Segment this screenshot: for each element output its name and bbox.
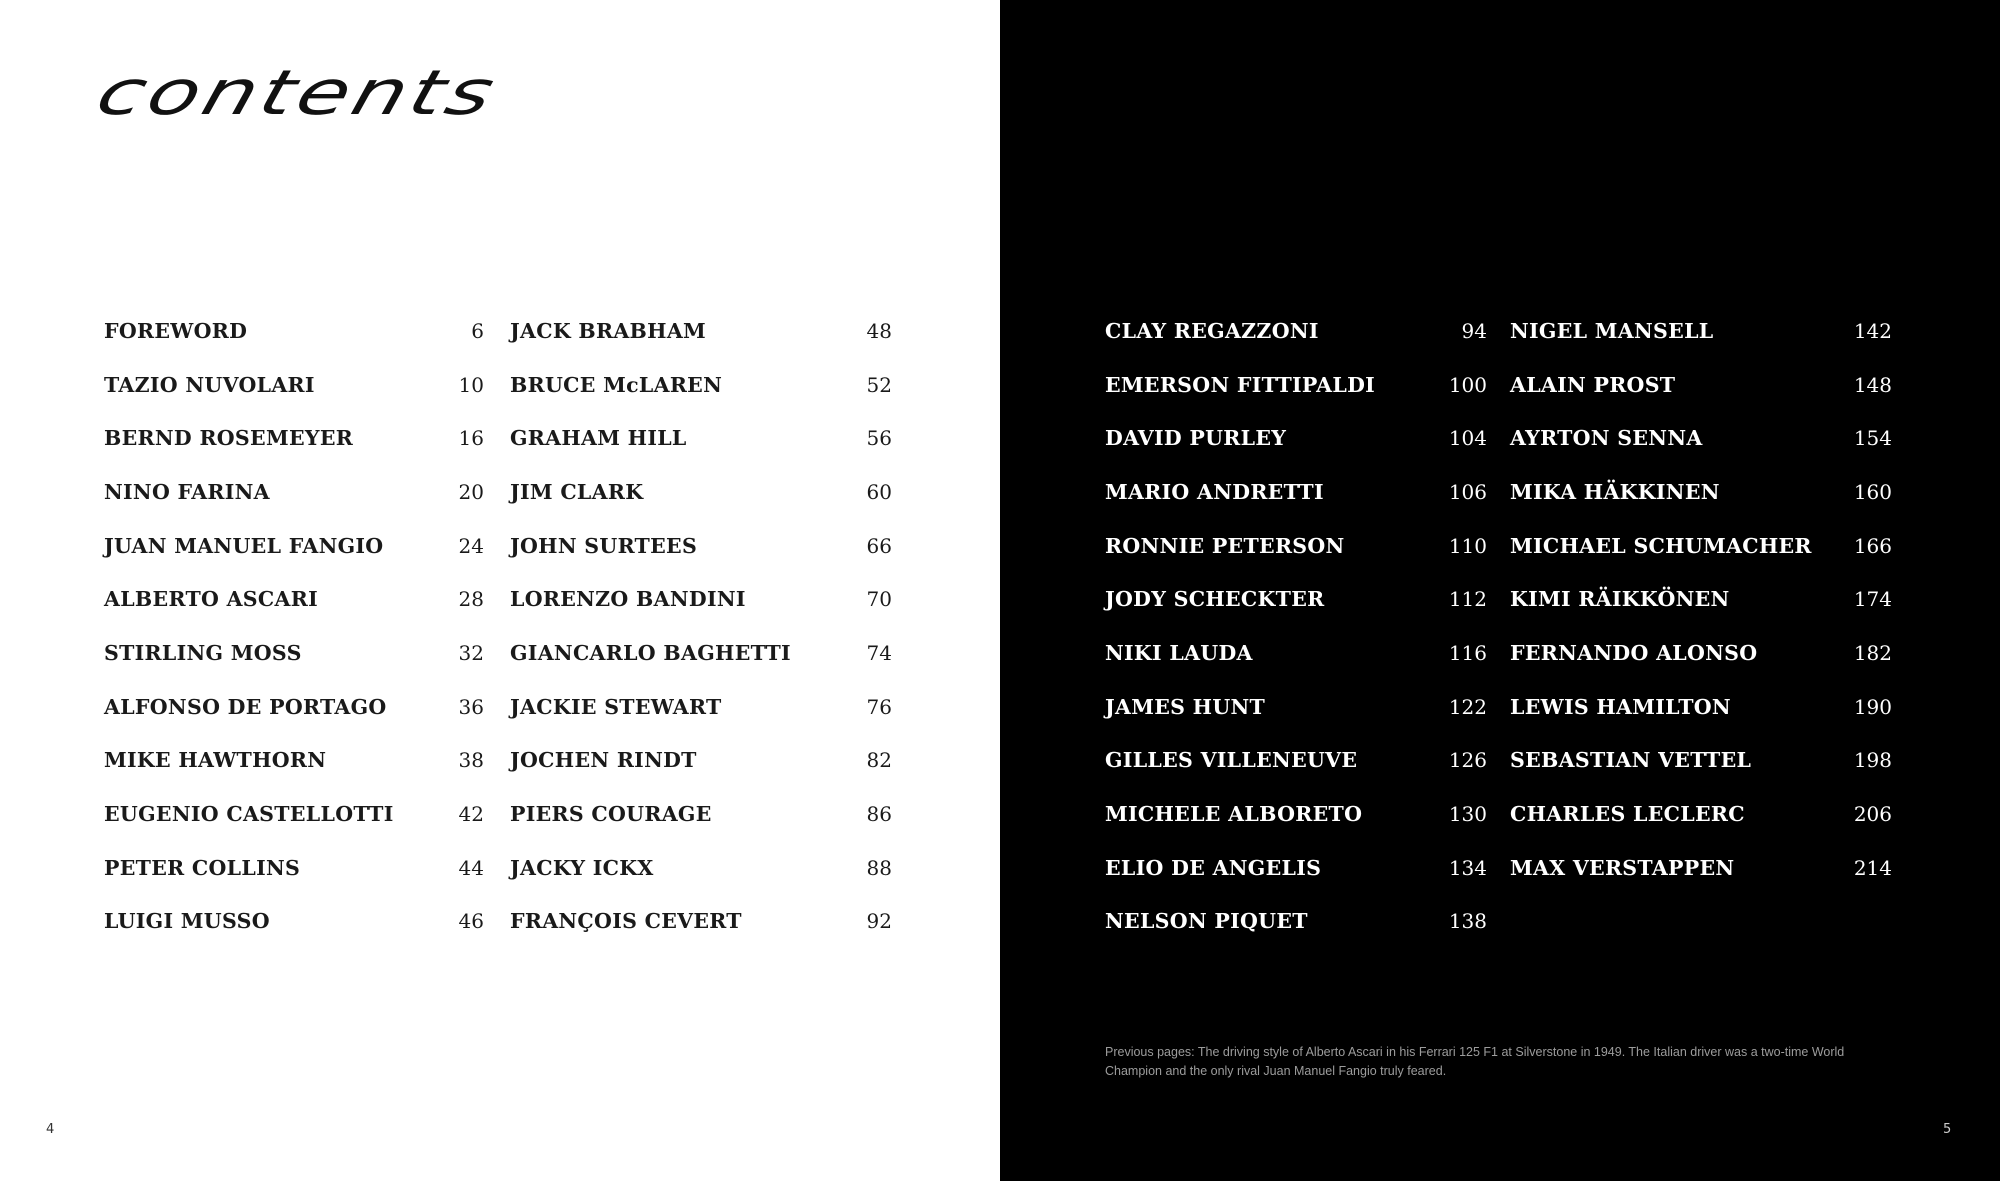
entry-name: ALAIN PROST <box>1510 372 1676 397</box>
entry-page-number: 82 <box>866 748 892 773</box>
entry-page-number: 110 <box>1448 533 1487 558</box>
contents-entry <box>104 680 484 734</box>
entry-page-number: 134 <box>1448 855 1487 880</box>
entry-page-number: 206 <box>1853 802 1892 827</box>
entry-name: BERND ROSEMEYER <box>104 426 354 451</box>
contents-entry <box>104 358 484 412</box>
entry-page-number: 76 <box>866 694 892 719</box>
entry-page-number: 88 <box>866 855 892 880</box>
entry-name: STIRLING MOSS <box>104 640 302 665</box>
entry-page-number: 52 <box>866 372 892 397</box>
entry-name: MARIO ANDRETTI <box>1105 479 1324 504</box>
entry-page-number: 160 <box>1853 479 1892 504</box>
entry-page-number: 32 <box>458 640 484 665</box>
contents-entry <box>510 680 892 734</box>
entry-name: LUIGI MUSSO <box>104 909 270 934</box>
entry-name: ALFONSO DE PORTAGO <box>104 694 387 719</box>
contents-entry <box>1510 841 1892 895</box>
page-number-left: 4 <box>46 1122 55 1137</box>
entry-name: NINO FARINA <box>104 479 270 504</box>
entry-page-number: 130 <box>1448 802 1487 827</box>
entry-page-number: 48 <box>866 318 892 343</box>
entry-page-number: 66 <box>866 533 892 558</box>
entry-page-number: 38 <box>458 748 484 773</box>
contents-entry <box>1105 841 1487 895</box>
entry-name: NIGEL MANSELL <box>1510 318 1714 343</box>
contents-entry <box>510 734 892 788</box>
entry-name: CHARLES LECLERC <box>1510 802 1745 827</box>
entry-page-number: 24 <box>458 533 484 558</box>
contents-entry <box>510 841 892 895</box>
entry-page-number: 116 <box>1448 640 1487 665</box>
contents-entry <box>1510 358 1892 412</box>
contents-entry <box>1510 787 1892 841</box>
contents-entry <box>510 304 892 358</box>
entry-name: MAX VERSTAPPEN <box>1510 855 1735 880</box>
entry-page-number: 148 <box>1853 372 1892 397</box>
contents-entry <box>104 734 484 788</box>
entry-name: ALBERTO ASCARI <box>104 587 318 612</box>
entry-name: PIERS COURAGE <box>510 802 712 827</box>
entry-page-number: 190 <box>1853 694 1892 719</box>
contents-entry <box>1510 680 1892 734</box>
contents-entry <box>510 572 892 626</box>
contents-entry <box>510 787 892 841</box>
entry-name: FERNANDO ALONSO <box>1510 640 1758 665</box>
entry-page-number: 92 <box>866 909 892 934</box>
contents-entry <box>1105 465 1487 519</box>
contents-column-3 <box>1105 304 1487 948</box>
contents-entry <box>510 465 892 519</box>
contents-entry <box>1510 411 1892 465</box>
entry-page-number: 46 <box>458 909 484 934</box>
entry-name: EUGENIO CASTELLOTTI <box>104 802 394 827</box>
contents-entry <box>510 626 892 680</box>
entry-page-number: 106 <box>1448 479 1487 504</box>
contents-entry <box>1105 680 1487 734</box>
entry-page-number: 126 <box>1448 748 1487 773</box>
entry-name: GIANCARLO BAGHETTI <box>510 640 791 665</box>
photo-caption: Previous pages: The driving style of Alberto Ascari in his Ferrari 125 F1 at Silverstone in 1949. The Italian driver was a two-time World Champion and the only rival Juan Manuel Fangio truly feared. <box>1105 1045 1845 1078</box>
contents-entry <box>104 411 484 465</box>
entry-name: JOHN SURTEES <box>510 533 698 558</box>
contents-entry <box>1105 304 1487 358</box>
entry-name: JIM CLARK <box>510 479 644 504</box>
entry-page-number: 10 <box>458 372 484 397</box>
entry-page-number: 56 <box>866 426 892 451</box>
entry-name: TAZIO NUVOLARI <box>104 372 315 397</box>
entry-name: MICHAEL SCHUMACHER <box>1510 533 1812 558</box>
entry-name: SEBASTIAN VETTEL <box>1510 748 1752 773</box>
entry-name: AYRTON SENNA <box>1510 426 1703 451</box>
entry-page-number: 94 <box>1461 318 1487 343</box>
contents-entry <box>510 358 892 412</box>
entry-page-number: 86 <box>866 802 892 827</box>
entry-page-number: 122 <box>1448 694 1487 719</box>
contents-entry <box>510 895 892 949</box>
entry-page-number: 214 <box>1853 855 1892 880</box>
entry-name: JOCHEN RINDT <box>510 748 697 773</box>
contents-entry <box>104 465 484 519</box>
contents-entry <box>1510 304 1892 358</box>
contents-entry <box>1510 519 1892 573</box>
contents-entry <box>104 304 484 358</box>
contents-entry <box>1105 787 1487 841</box>
contents-column-1 <box>104 304 484 948</box>
entry-page-number: 166 <box>1853 533 1892 558</box>
entry-name: CLAY REGAZZONI <box>1105 318 1319 343</box>
entry-name: MIKE HAWTHORN <box>104 748 327 773</box>
contents-column-2 <box>510 304 892 948</box>
entry-name: FRANÇOIS CEVERT <box>510 909 742 934</box>
entry-name: NELSON PIQUET <box>1105 909 1308 934</box>
entry-page-number: 182 <box>1853 640 1892 665</box>
entry-page-number: 16 <box>458 426 484 451</box>
contents-entry <box>104 841 484 895</box>
entry-page-number: 36 <box>458 694 484 719</box>
entry-name: JACKIE STEWART <box>510 694 722 719</box>
entry-page-number: 42 <box>458 802 484 827</box>
entry-name: PETER COLLINS <box>104 855 301 880</box>
entry-page-number: 70 <box>866 587 892 612</box>
entry-name: MIKA HÄKKINEN <box>1510 479 1720 504</box>
contents-entry <box>104 787 484 841</box>
contents-entry <box>1105 734 1487 788</box>
contents-entry <box>1105 626 1487 680</box>
entry-page-number: 198 <box>1853 748 1892 773</box>
entry-name: JAMES HUNT <box>1105 694 1266 719</box>
contents-entry <box>104 626 484 680</box>
entry-name: EMERSON FITTIPALDI <box>1105 372 1376 397</box>
entry-name: JACKY ICKX <box>510 855 654 880</box>
entry-name: GRAHAM HILL <box>510 426 687 451</box>
contents-entry <box>104 572 484 626</box>
entry-name: JUAN MANUEL FANGIO <box>104 533 384 558</box>
entry-name: NIKI LAUDA <box>1105 640 1253 665</box>
entry-name: MICHELE ALBORETO <box>1105 802 1363 827</box>
entry-page-number: 100 <box>1448 372 1487 397</box>
contents-entry <box>1510 734 1892 788</box>
contents-entry <box>1105 519 1487 573</box>
contents-entry <box>1105 411 1487 465</box>
contents-entry <box>510 411 892 465</box>
contents-entry <box>1510 626 1892 680</box>
entry-name: LORENZO BANDINI <box>510 587 746 612</box>
entry-name: GILLES VILLENEUVE <box>1105 748 1358 773</box>
entry-page-number: 74 <box>866 640 892 665</box>
entry-name: JODY SCHECKTER <box>1105 587 1325 612</box>
contents-entry <box>1105 895 1487 949</box>
entry-page-number: 142 <box>1853 318 1892 343</box>
entry-name: LEWIS HAMILTON <box>1510 694 1731 719</box>
entry-page-number: 28 <box>458 587 484 612</box>
contents-column-4 <box>1510 304 1892 895</box>
entry-page-number: 60 <box>866 479 892 504</box>
contents-entry <box>1105 572 1487 626</box>
contents-entry <box>1510 572 1892 626</box>
contents-entry <box>510 519 892 573</box>
entry-page-number: 174 <box>1853 587 1892 612</box>
contents-entry <box>104 519 484 573</box>
entry-name: JACK BRABHAM <box>510 318 707 343</box>
contents-entry <box>1510 465 1892 519</box>
entry-page-number: 104 <box>1448 426 1487 451</box>
contents-entry <box>1105 358 1487 412</box>
entry-name: ELIO DE ANGELIS <box>1105 855 1322 880</box>
entry-page-number: 138 <box>1448 909 1487 934</box>
page-title: contents <box>88 56 507 129</box>
entry-page-number: 44 <box>458 855 484 880</box>
entry-name: BRUCE McLAREN <box>510 372 723 397</box>
contents-entry <box>104 895 484 949</box>
entry-name: RONNIE PETERSON <box>1105 533 1345 558</box>
entry-page-number: 6 <box>471 318 484 343</box>
page-number-right: 5 <box>1943 1122 1952 1137</box>
entry-name: FOREWORD <box>104 318 248 343</box>
entry-name: DAVID PURLEY <box>1105 426 1287 451</box>
entry-name: KIMI RÄIKKÖNEN <box>1510 587 1730 612</box>
entry-page-number: 154 <box>1853 426 1892 451</box>
entry-page-number: 112 <box>1448 587 1487 612</box>
entry-page-number: 20 <box>458 479 484 504</box>
